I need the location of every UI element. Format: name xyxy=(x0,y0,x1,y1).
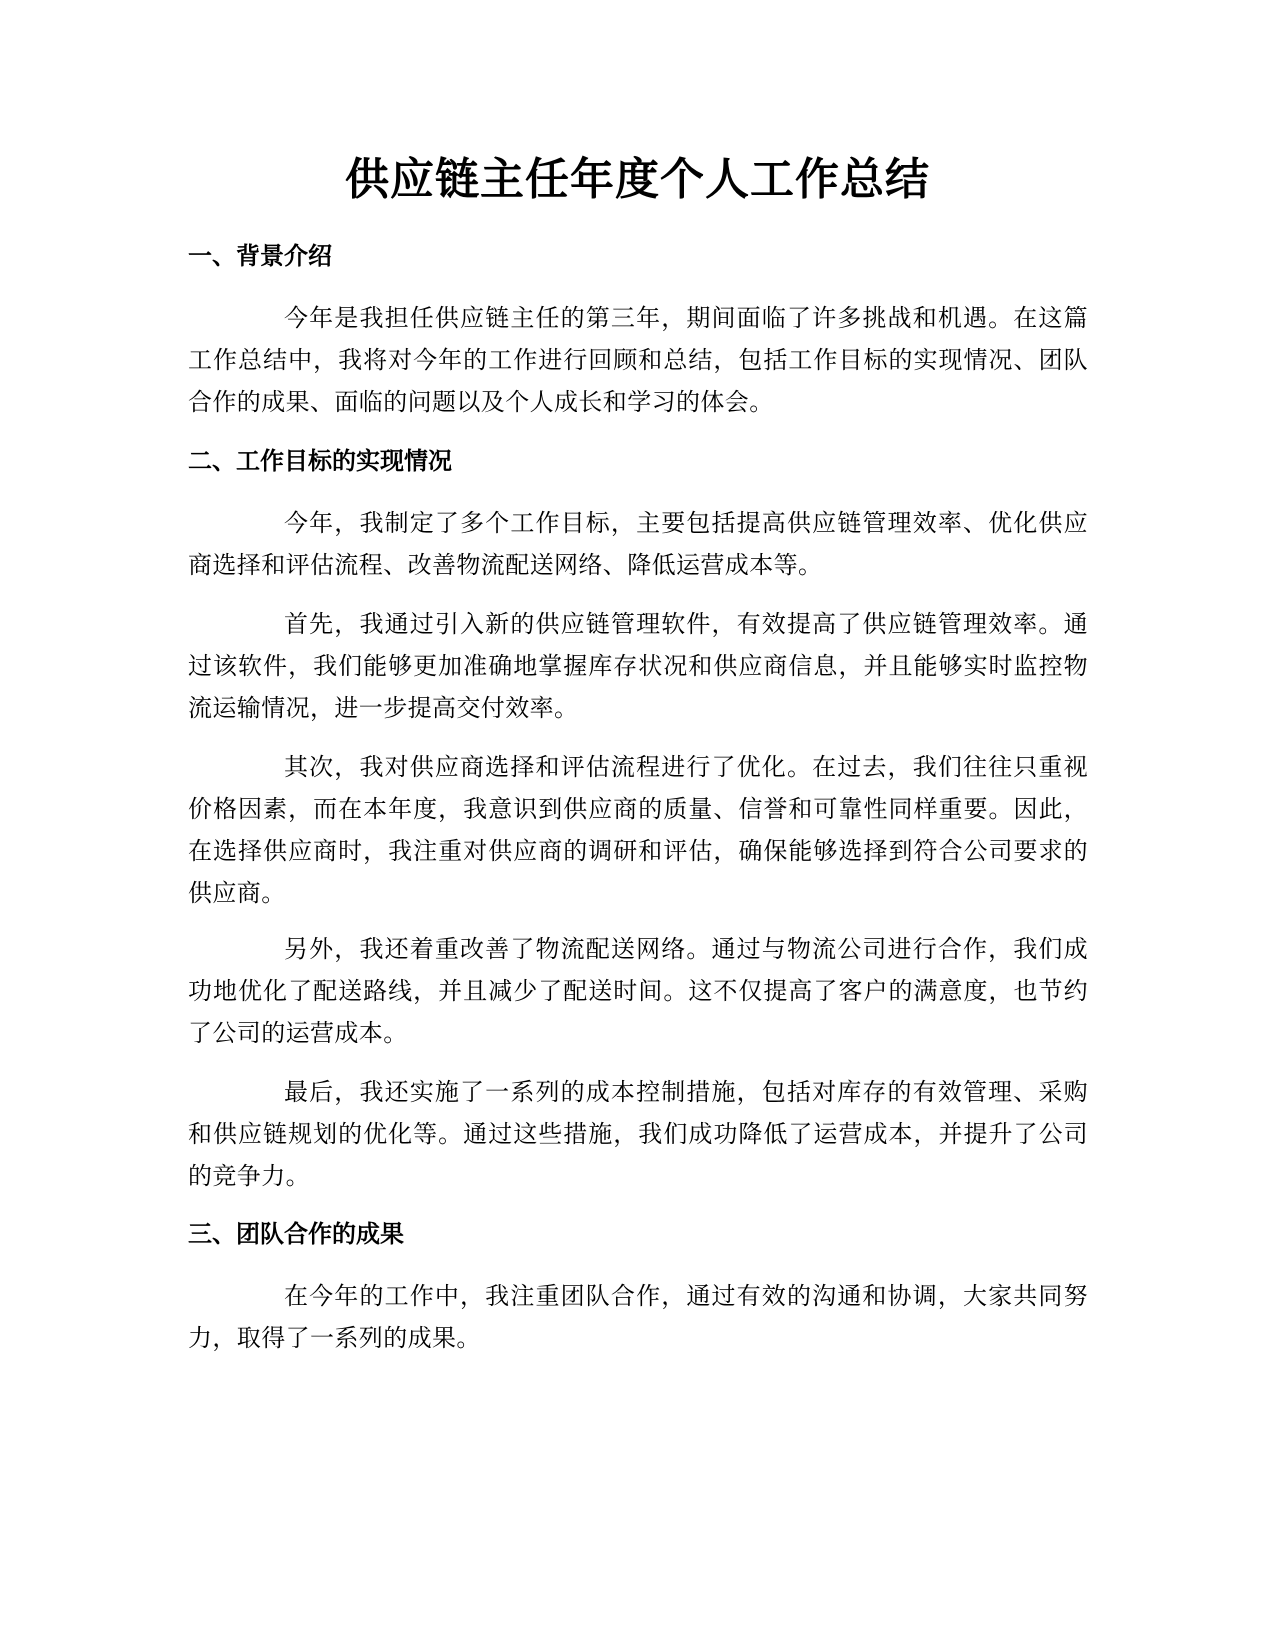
paragraph-background-intro: 今年是我担任供应链主任的第三年，期间面临了许多挑战和机遇。在这篇工作总结中，我将对今年的工作进行回顾和总结，包括工作目标的实现情况、团队合作的成果、面临的问题以及个人成长和学习的体会。 xyxy=(188,304,1088,416)
paragraph-goals-software: 首先，我通过引入新的供应链管理软件，有效提高了供应链管理效率。通过该软件，我们能够更加准确地掌握库存状况和供应商信息，并且能够实时监控物流运输情况，进一步提高交付效率。 xyxy=(188,610,1088,722)
section-heading-background: 一、背景介绍 xyxy=(188,242,332,270)
section-heading-teamwork: 三、团队合作的成果 xyxy=(188,1220,404,1248)
section-heading-goals: 二、工作目标的实现情况 xyxy=(188,447,452,475)
paragraph-goals-overview: 今年，我制定了多个工作目标，主要包括提高供应链管理效率、优化供应商选择和评估流程、改善物流配送网络、降低运营成本等。 xyxy=(188,509,1088,579)
paragraph-goals-suppliers: 其次，我对供应商选择和评估流程进行了优化。在过去，我们往往只重视价格因素，而在本年度，我意识到供应商的质量、信誉和可靠性同样重要。因此，在选择供应商时，我注重对供应商的调研和评估，确保能够选择到符合公司要求的供应商。 xyxy=(188,753,1088,907)
paragraph-goals-logistics: 另外，我还着重改善了物流配送网络。通过与物流公司进行合作，我们成功地优化了配送路线，并且减少了配送时间。这不仅提高了客户的满意度，也节约了公司的运营成本。 xyxy=(188,935,1088,1047)
document-title: 供应链主任年度个人工作总结 xyxy=(345,154,930,205)
paragraph-teamwork: 在今年的工作中，我注重团队合作，通过有效的沟通和协调，大家共同努力，取得了一系列的成果。 xyxy=(188,1282,1088,1352)
paragraph-goals-costs: 最后，我还实施了一系列的成本控制措施，包括对库存的有效管理、采购和供应链规划的优化等。通过这些措施，我们成功降低了运营成本，并提升了公司的竞争力。 xyxy=(188,1078,1088,1190)
